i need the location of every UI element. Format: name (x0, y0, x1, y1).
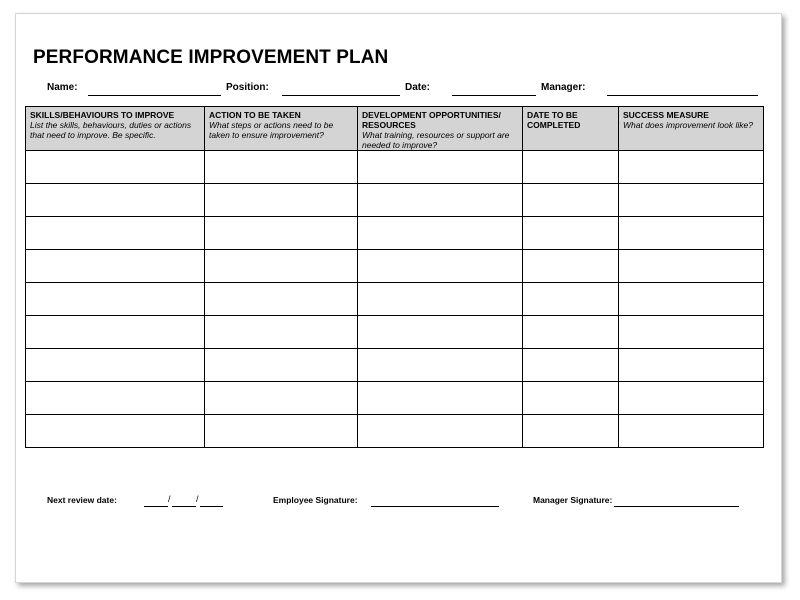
employee-signature-line[interactable] (371, 506, 499, 507)
table-cell[interactable] (619, 283, 764, 316)
table-cell[interactable] (358, 217, 523, 250)
manager-label: Manager: (541, 82, 586, 93)
table-cell[interactable] (523, 283, 619, 316)
table-cell[interactable] (205, 283, 358, 316)
table-row (26, 283, 764, 316)
column-header-skills (26, 107, 205, 151)
table-cell[interactable] (523, 415, 619, 448)
table-row (26, 316, 764, 349)
table-row (26, 250, 764, 283)
employee-signature-label: Employee Signature: (273, 495, 358, 505)
column-title: DEVELOPMENT OPPORTUNITIES/ RESOURCES (362, 110, 501, 130)
column-header-date (523, 107, 619, 151)
table-cell[interactable] (205, 382, 358, 415)
table-body (26, 151, 764, 448)
table-cell[interactable] (205, 217, 358, 250)
table-cell[interactable] (523, 217, 619, 250)
table-cell[interactable] (26, 283, 205, 316)
table-cell[interactable] (358, 184, 523, 217)
name-field-line[interactable] (88, 95, 221, 96)
column-header-development (358, 107, 523, 151)
table-cell[interactable] (205, 184, 358, 217)
table-cell[interactable] (619, 250, 764, 283)
column-title: SKILLS/BEHAVIOURS TO IMPROVE (30, 110, 175, 120)
table-row (26, 217, 764, 250)
column-title: SUCCESS MEASURE (623, 110, 709, 120)
table-cell[interactable] (619, 184, 764, 217)
table-cell[interactable] (358, 349, 523, 382)
table-cell[interactable] (523, 184, 619, 217)
column-description: What training, resources or support are needed to improve? (362, 130, 510, 150)
table-cell[interactable] (523, 382, 619, 415)
table-cell[interactable] (358, 415, 523, 448)
table-cell[interactable] (619, 316, 764, 349)
manager-signature-label: Manager Signature: (533, 495, 613, 505)
table-cell[interactable] (619, 151, 764, 184)
table-cell[interactable] (205, 415, 358, 448)
date-separator: / (196, 494, 199, 504)
column-title: ACTION TO BE TAKEN (209, 110, 301, 120)
column-description: List the skills, behaviours, duties or actions that need to improve. Be specific. (30, 120, 192, 140)
table-header-row (26, 107, 764, 151)
next-review-label: Next review date: (47, 495, 117, 505)
date-field-line[interactable] (452, 95, 536, 96)
table-cell[interactable] (26, 316, 205, 349)
table-cell[interactable] (26, 382, 205, 415)
table-cell[interactable] (358, 151, 523, 184)
table-cell[interactable] (523, 250, 619, 283)
manager-field-line[interactable] (607, 95, 758, 96)
table-cell[interactable] (205, 349, 358, 382)
table-cell[interactable] (205, 250, 358, 283)
column-description: What does improvement look like? (623, 120, 753, 130)
manager-signature-line[interactable] (614, 506, 739, 507)
name-label: Name: (47, 82, 78, 93)
table-row (26, 151, 764, 184)
table-cell[interactable] (358, 283, 523, 316)
table-row (26, 349, 764, 382)
column-description: What steps or actions need to be taken to ensure improvement? (209, 120, 334, 140)
column-title: DATE TO BE COMPLETED (527, 110, 581, 130)
table-cell[interactable] (523, 349, 619, 382)
column-header-success (619, 107, 764, 151)
table-cell[interactable] (205, 316, 358, 349)
table-cell[interactable] (619, 382, 764, 415)
review-year-line[interactable] (200, 506, 223, 507)
table-cell[interactable] (358, 316, 523, 349)
table-cell[interactable] (26, 184, 205, 217)
column-header-action (205, 107, 358, 151)
table-cell[interactable] (26, 415, 205, 448)
table-cell[interactable] (26, 151, 205, 184)
review-month-line[interactable] (172, 506, 196, 507)
improvement-plan-table (25, 106, 764, 448)
table-cell[interactable] (619, 415, 764, 448)
table-cell[interactable] (205, 151, 358, 184)
table-cell[interactable] (26, 217, 205, 250)
table-cell[interactable] (358, 382, 523, 415)
position-label: Position: (226, 82, 269, 93)
date-separator: / (168, 494, 171, 504)
position-field-line[interactable] (282, 95, 400, 96)
table-cell[interactable] (26, 349, 205, 382)
document-title: PERFORMANCE IMPROVEMENT PLAN (33, 47, 389, 68)
table-cell[interactable] (26, 250, 205, 283)
table-cell[interactable] (619, 217, 764, 250)
table-cell[interactable] (619, 349, 764, 382)
table-cell[interactable] (523, 151, 619, 184)
table-cell[interactable] (358, 250, 523, 283)
review-day-line[interactable] (144, 506, 168, 507)
table-cell[interactable] (523, 316, 619, 349)
date-label: Date: (405, 82, 431, 93)
table-row (26, 184, 764, 217)
table-row (26, 415, 764, 448)
table-row (26, 382, 764, 415)
